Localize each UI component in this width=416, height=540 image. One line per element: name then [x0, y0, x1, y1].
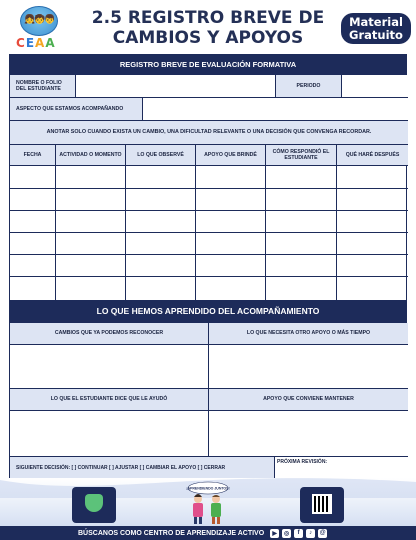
- aspect-field[interactable]: [143, 98, 408, 121]
- student-name-label: NOMBRE O FOLIO DEL ESTUDIANTE: [10, 75, 76, 98]
- q4-label: APOYO QUE CONVIENE MANTENER: [209, 389, 408, 411]
- speech-bubble: ¡APRENDIENDO JUNTOS!: [186, 486, 230, 491]
- free-material-badge: Material Gratuito: [341, 13, 411, 44]
- qr-code-icon[interactable]: [312, 494, 332, 514]
- section1-title: REGISTRO BREVE DE EVALUACIÓN FORMATIVA: [10, 55, 406, 75]
- next-decision-options[interactable]: SIGUIENTE DECISIÓN: [ ] CONTINUAR [ ] AJUSTAR [ ] CAMBIAR EL APOYO [ ] CERRAR: [10, 457, 275, 479]
- instruction-note: ANOTAR SOLO CUANDO EXISTA UN CAMBIO, UNA DIFICULTAD RELEVANTE O UNA DECISIÓN QUE CONVENGA RECORDAR.: [10, 121, 408, 145]
- log-table-body[interactable]: [10, 166, 408, 300]
- column-divider: [125, 166, 126, 300]
- aspect-label: ASPECTO QUE ESTAMOS ACOMPAÑANDO: [10, 98, 143, 121]
- facebook-icon[interactable]: f: [294, 529, 303, 538]
- threads-icon[interactable]: @: [319, 530, 326, 536]
- column-divider: [336, 166, 337, 300]
- instagram-icon[interactable]: ◎: [284, 530, 290, 537]
- table-row: [10, 210, 408, 211]
- column-divider: [195, 166, 196, 300]
- student-name-field[interactable]: [76, 75, 276, 98]
- period-label: PERIODO: [276, 75, 342, 98]
- tiktok-icon[interactable]: ♪: [306, 529, 315, 538]
- q1-label: CAMBIOS QUE YA PODEMOS RECONOCER: [10, 323, 209, 345]
- footer-tagline: BÚSCANOS COMO CENTRO DE APRENDIZAJE ACTIVO: [78, 529, 265, 537]
- q4-answer[interactable]: [209, 411, 408, 457]
- students-illustration: [180, 481, 236, 525]
- col-observe: LO QUE OBSERVÉ: [126, 145, 196, 166]
- q3-answer[interactable]: [10, 411, 209, 457]
- col-fecha: FECHA: [10, 145, 56, 166]
- q3-label: LO QUE EL ESTUDIANTE DICE QUE LE AYUDÓ: [10, 389, 209, 411]
- table-row: [10, 276, 408, 277]
- q2-label: LO QUE NECESITA OTRO APOYO O MÁS TIEMPO: [209, 323, 408, 345]
- col-actividad: ACTIVIDAD O MOMENTO: [56, 145, 126, 166]
- q2-answer[interactable]: [209, 345, 408, 389]
- period-field[interactable]: [342, 75, 408, 98]
- qr-card[interactable]: [300, 487, 344, 523]
- youtube-icon[interactable]: ▶: [270, 529, 279, 538]
- table-row: [10, 232, 408, 233]
- col-despues: QUÉ HARÉ DESPUÉS: [337, 145, 408, 166]
- col-respondio: CÓMO RESPONDIÓ EL ESTUDIANTE: [266, 145, 337, 166]
- table-row: [10, 254, 408, 255]
- social-links: [270, 529, 327, 538]
- section2-title: LO QUE HEMOS APRENDIDO DEL ACOMPAÑAMIENTO: [10, 300, 406, 323]
- column-divider: [265, 166, 266, 300]
- heart-icon: [85, 494, 103, 512]
- evaluation-form: [9, 54, 407, 478]
- community-card: [72, 487, 116, 523]
- footer-bar: [0, 526, 416, 540]
- col-apoyo: APOYO QUE BRINDÉ: [196, 145, 266, 166]
- page-title: 2.5 REGISTRO BREVE DE CAMBIOS Y APOYOS: [91, 8, 325, 48]
- q1-answer[interactable]: [10, 345, 209, 389]
- next-review-label: PRÓXIMA REVISIÓN:: [277, 459, 328, 465]
- column-divider: [55, 166, 56, 300]
- kids-icon: 👧🧒👦: [24, 14, 55, 24]
- ceaa-logo: [14, 6, 64, 50]
- table-row: [10, 188, 408, 189]
- logo-word: CEAA: [16, 36, 56, 50]
